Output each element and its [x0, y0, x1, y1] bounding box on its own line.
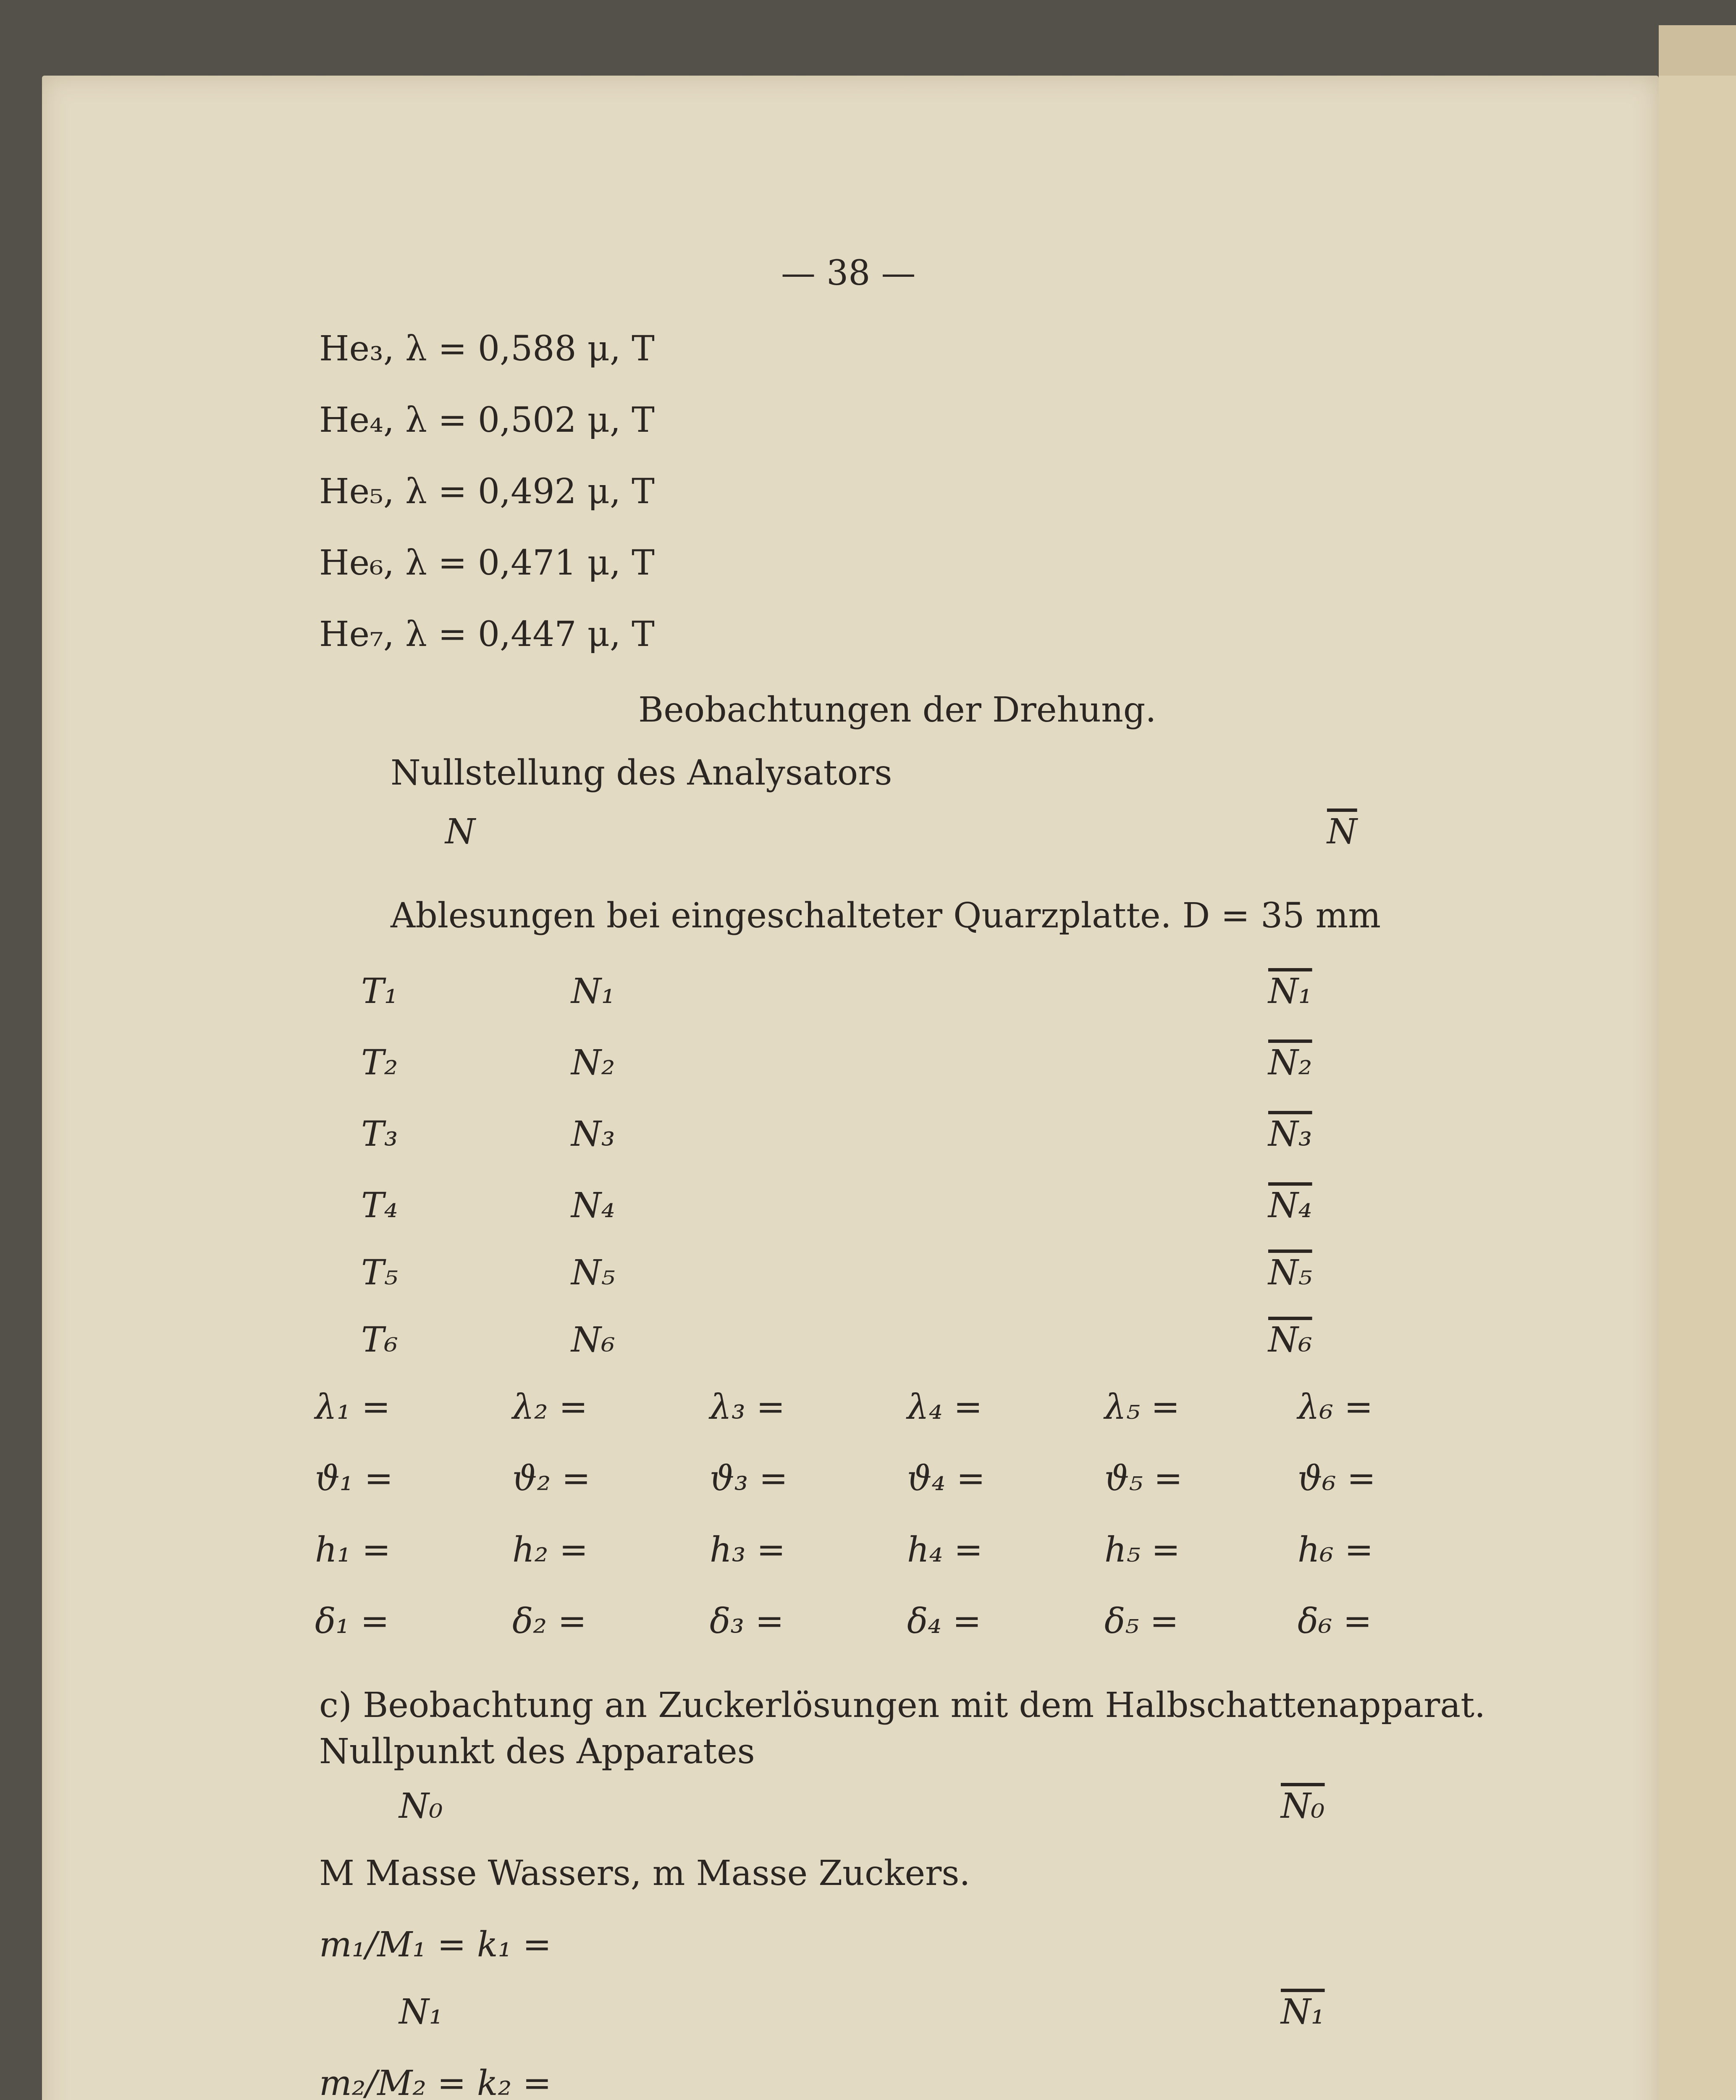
grid-lambda-6: λ₆ = [1298, 1387, 1373, 1427]
document-page [42, 76, 1659, 2100]
reading-n4: N₄ [571, 1186, 615, 1226]
grid-delta-4: δ₄ = [907, 1601, 982, 1641]
reading-t4: T₄ [361, 1186, 398, 1226]
reading-nbar2: N₂ [1268, 1043, 1312, 1083]
spectral-line-2: He₄, λ = 0,502 μ, T [319, 400, 655, 440]
grid-delta-2: δ₂ = [512, 1601, 587, 1641]
grid-delta-1: δ₁ = [315, 1601, 390, 1641]
adjacent-page [1659, 76, 1736, 2100]
null-symbol-nbar: $\overline{N}$ [1327, 812, 1357, 852]
reading-t5: T₅ [361, 1253, 398, 1293]
ratio-1-n1: N₁ [399, 1992, 443, 2032]
spectral-line-4: He₆, λ = 0,471 μ, T [319, 543, 655, 583]
zero-point-label: Nullpunkt des Apparates [319, 1732, 755, 1772]
grid-lambda-5: λ₅ = [1104, 1387, 1180, 1427]
grid-theta-4: ϑ₄ = [907, 1459, 986, 1499]
zero-symbol-nbar0: N₀ [1281, 1786, 1325, 1826]
spectral-line-5: He₇, λ = 0,447 μ, T [319, 614, 655, 654]
grid-delta-5: δ₅ = [1104, 1601, 1179, 1641]
grid-h-1: h₁ = [315, 1530, 391, 1570]
grid-h-2: h₂ = [512, 1530, 588, 1570]
grid-h-3: h₃ = [710, 1530, 786, 1570]
spectral-line-3: He₅, λ = 0,492 μ, T [319, 472, 655, 512]
grid-lambda-1: λ₁ = [315, 1387, 391, 1427]
reading-nbar6: N₆ [1268, 1320, 1312, 1360]
ratio-2: m₂/M₂ = k₂ = [319, 2063, 552, 2100]
part-c-heading: c) Beobachtung an Zuckerlösungen mit dem Halbschattenapparat. [319, 1685, 1486, 1725]
grid-h-4: h₄ = [907, 1530, 983, 1570]
zero-symbol-n0: N₀ [399, 1786, 443, 1826]
grid-delta-3: δ₃ = [710, 1601, 784, 1641]
grid-theta-5: ϑ₅ = [1104, 1459, 1183, 1499]
grid-theta-1: ϑ₁ = [315, 1459, 393, 1499]
reading-t6: T₆ [361, 1320, 398, 1360]
grid-lambda-4: λ₄ = [907, 1387, 983, 1427]
grid-h-6: h₆ = [1298, 1530, 1374, 1570]
grid-h-5: h₅ = [1104, 1530, 1180, 1570]
reading-t1: T₁ [361, 971, 398, 1011]
spectral-line-1: He₃, λ = 0,588 μ, T [319, 329, 655, 369]
reading-nbar1: N₁ [1268, 971, 1312, 1011]
grid-theta-2: ϑ₂ = [512, 1459, 591, 1499]
grid-delta-6: δ₆ = [1298, 1601, 1372, 1641]
reading-nbar5: N₅ [1268, 1253, 1312, 1293]
masses-line: M Masse Wassers, m Masse Zuckers. [319, 1853, 970, 1893]
section-heading: Beobachtungen der Drehung. [638, 690, 1156, 730]
grid-theta-6: ϑ₆ = [1298, 1459, 1376, 1499]
reading-n6: N₆ [571, 1320, 615, 1360]
readings-heading: Ablesungen bei eingeschalteter Quarzplatte. D = 35 mm [391, 896, 1381, 936]
grid-lambda-3: λ₃ = [710, 1387, 785, 1427]
ratio-1: m₁/M₁ = k₁ = [319, 1925, 552, 1965]
reading-n3: N₃ [571, 1114, 615, 1154]
reading-nbar3: N₃ [1268, 1114, 1312, 1154]
reading-nbar4: N₄ [1268, 1186, 1312, 1226]
reading-n5: N₅ [571, 1253, 615, 1293]
null-symbol-n: N [445, 812, 475, 852]
ratio-1-nbar1: N₁ [1281, 1992, 1325, 2032]
grid-theta-3: ϑ₃ = [710, 1459, 788, 1499]
reading-t2: T₂ [361, 1043, 398, 1083]
page-number: — 38 — [781, 253, 916, 293]
reading-t3: T₃ [361, 1114, 398, 1154]
grid-lambda-2: λ₂ = [512, 1387, 588, 1427]
null-setting-label: Nullstellung des Analysators [391, 753, 892, 793]
reading-n2: N₂ [571, 1043, 615, 1083]
reading-n1: N₁ [571, 971, 615, 1011]
